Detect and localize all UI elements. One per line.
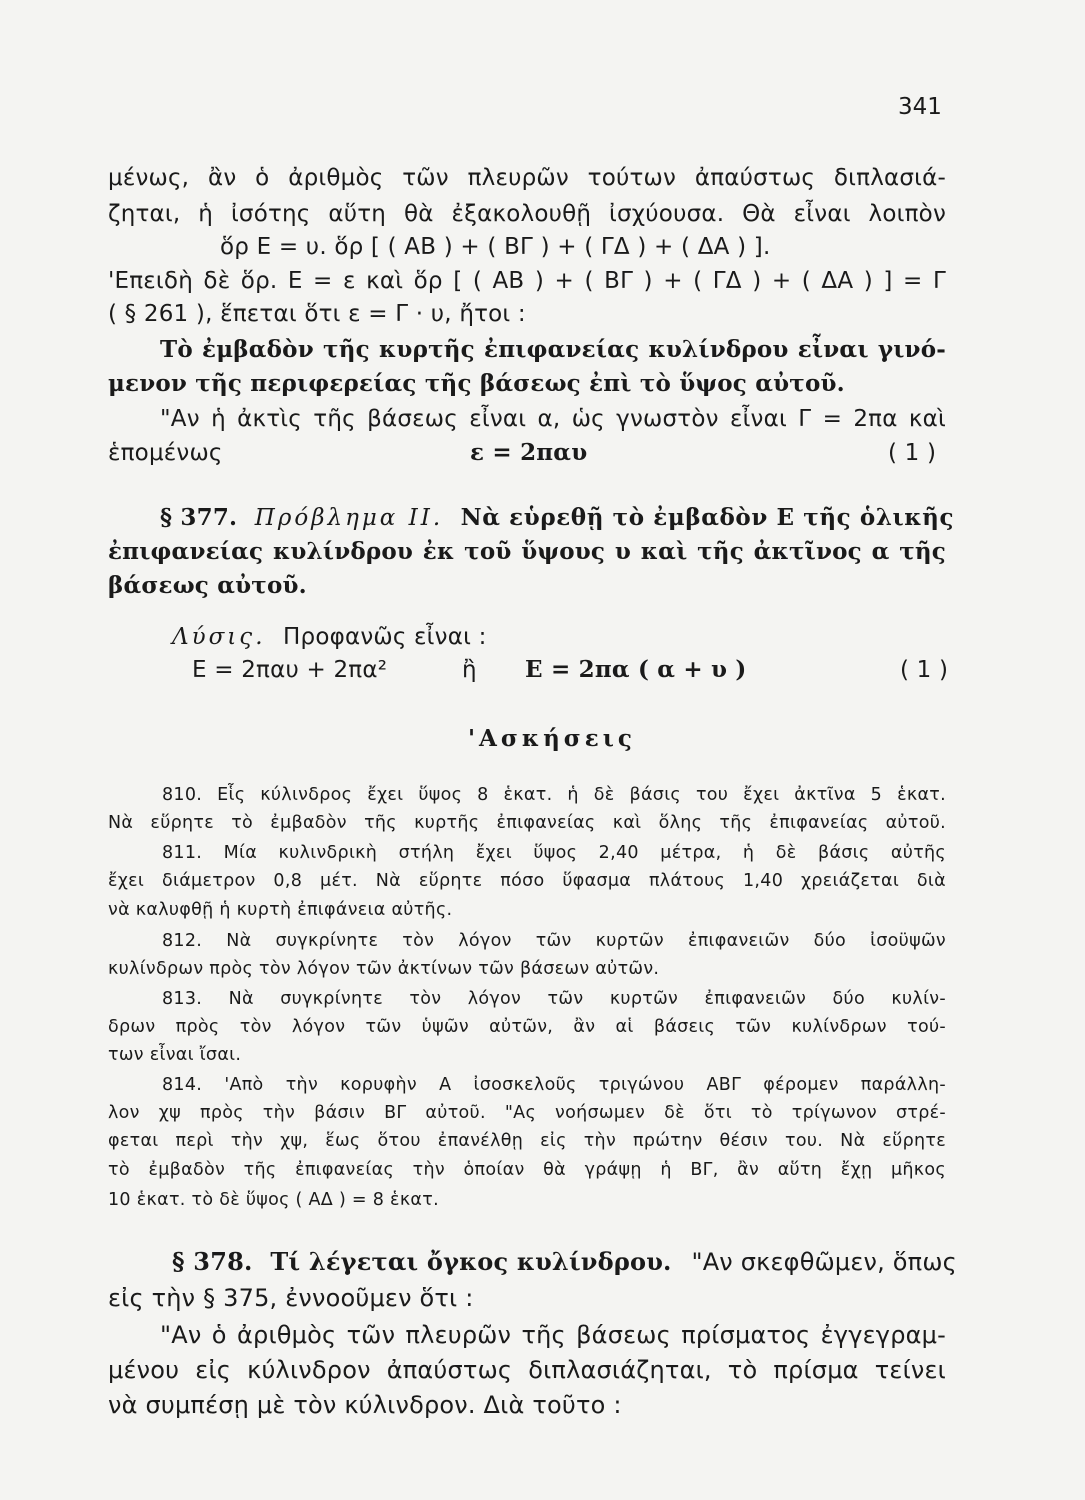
solution-label: Λύσις.	[172, 624, 266, 650]
exercise-line: 814. 'Απὸ τὴν κορυφὴν Α ἰσοσκελοῦς τριγώνου ΑΒΓ φέρομεν παράλλη-	[162, 1075, 946, 1095]
exercise-line: τὸ ἐμβαδὸν τῆς ἐπιφανείας τὴν ὁποίαν θὰ γράψῃ ἡ ΒΓ, ἂν αὕτη ἔχῃ μῆκος	[108, 1160, 946, 1180]
exercise-line: ἔχει διάμετρον 0,8 μέτ. Νὰ εὕρητε πόσο ὕφασμα πλάτους 1,40 χρειάζεται διὰ	[108, 871, 946, 891]
solution-text: Προφανῶς εἶναι :	[283, 624, 487, 650]
exercise-line: λον χψ πρὸς τὴν βάσιν ΒΓ αὐτοῦ. "Ας νοήσωμεν δὲ ὅτι τὸ τρίγωνον στρέ-	[108, 1103, 946, 1123]
theorem-line: Τὸ ἐμβαδὸν τῆς κυρτῆς ἐπιφανείας κυλίνδρου εἶναι γινό-	[160, 336, 946, 363]
exercise-line: 811. Μία κυλινδρικὴ στήλη ἔχει ὕψος 2,40 μέτρα, ἡ δὲ βάσις αὐτῆς	[162, 843, 946, 863]
formula-line: ὅρ Ε = υ. ὅρ [ ( ΑΒ ) + ( ΒΓ ) + ( ΓΔ ) + ( ΔΑ ) ].	[220, 234, 771, 260]
page-number: 341	[898, 94, 942, 120]
section-377-heading	[160, 503, 954, 533]
text-line: εἰς τὴν § 375, ἐννοοῦμεν ὅτι :	[108, 1284, 474, 1312]
equation-number: ( 1 )	[888, 440, 937, 466]
section-title: Τί λέγεται ὄγκος κυλίνδρου.	[270, 1247, 672, 1276]
text-line: μένως, ἂν ὁ ἀριθμὸς τῶν πλευρῶν τούτων ἀπαύστως διπλασιά-	[108, 165, 946, 191]
exercise-line: 810. Εἷς κύλινδρος ἔχει ὕψος 8 ἑκατ. ἡ δὲ βάσις του ἔχει ἀκτῖνα 5 ἑκατ.	[162, 785, 946, 805]
exercise-line: φεται περὶ τὴν χψ, ἕως ὅτου ἐπανέλθῃ εἰς τὴν πρώτην θέσιν του. Νὰ εὕρητε	[108, 1131, 946, 1151]
text-line: "Αν ὁ ἀριθμὸς τῶν πλευρῶν τῆς βάσεως πρίσματος ἐγγεγραμ-	[160, 1321, 946, 1349]
theorem-line: μενον τῆς περιφερείας τῆς βάσεως ἐπὶ τὸ ὕψος αὐτοῦ.	[108, 370, 845, 397]
text-line: νὰ συμπέσῃ μὲ τὸν κύλινδρον. Διὰ τοῦτο :	[108, 1391, 622, 1419]
section-number: § 378.	[172, 1247, 253, 1276]
exercise-line: 813. Νὰ συγκρίνητε τὸν λόγον τῶν κυρτῶν ἐπιφανειῶν δύο κυλίν-	[162, 989, 946, 1009]
text-line: ( § 261 ), ἕπεται ὅτι ε = Γ · υ, ἤτοι :	[108, 301, 526, 327]
exercise-line: Νὰ εὕρητε τὸ ἐμβαδὸν τῆς κυρτῆς ἐπιφανείας καὶ ὅλης τῆς ἐπιφανείας αὐτοῦ.	[108, 813, 946, 833]
problem-statement: Νὰ εὑρεθῇ τὸ ἐμβαδὸν Ε τῆς ὁλικῆς	[460, 504, 955, 531]
section-378-heading	[172, 1247, 957, 1277]
text-line: ἑπομένως	[108, 440, 223, 466]
problem-statement-line: βάσεως αὐτοῦ.	[108, 572, 307, 599]
text-line: μένου εἰς κύλινδρον ἀπαύστως διπλασιάζηται, τὸ πρίσμα τείνει	[108, 1356, 946, 1384]
exercise-line: των εἶναι ἴσαι.	[108, 1045, 242, 1065]
text-line: "Αν ἡ ἀκτὶς τῆς βάσεως εἶναι α, ὡς γνωστὸν εἶναι Γ = 2πα καὶ	[160, 406, 946, 432]
formula: Ε = 2παυ + 2πα²	[192, 657, 388, 683]
exercise-line: 10 ἑκατ. τὸ δὲ ὕψος ( ΑΔ ) = 8 ἑκατ.	[108, 1190, 439, 1210]
problem-label: Πρόβλημα ΙΙ.	[254, 505, 444, 531]
exercise-line: δρων πρὸς τὸν λόγον τῶν ὑψῶν αὐτῶν, ἂν αἱ βάσεις τῶν κυλίνδρων τού-	[108, 1017, 946, 1037]
exercises-heading: 'Ασκήσεις	[468, 725, 636, 752]
exercise-line: 812. Νὰ συγκρίνητε τὸν λόγον τῶν κυρτῶν ἐπιφανειῶν δύο ἰσοϋψῶν	[162, 931, 946, 951]
problem-statement-line: ἐπιφανείας κυλίνδρου ἐκ τοῦ ὕψους υ καὶ τῆς ἀκτῖνος α τῆς	[108, 538, 946, 565]
section-number: § 377.	[160, 504, 238, 531]
equation-number: ( 1 )	[900, 657, 949, 683]
section-text: "Αν σκεφθῶμεν, ὅπως	[691, 1248, 957, 1276]
solution-line	[172, 622, 487, 652]
exercise-line: κυλίνδρων πρὸς τὸν λόγον τῶν ἀκτίνων τῶν βάσεων αὐτῶν.	[108, 959, 660, 979]
formula: ε = 2παυ	[470, 439, 588, 466]
exercise-line: νὰ καλυφθῇ ἡ κυρτὴ ἐπιφάνεια αὐτῆς.	[108, 900, 453, 920]
text-line: ζηται, ἡ ἰσότης αὕτη θὰ ἐξακολουθῇ ἰσχύουσα. Θὰ εἶναι λοιπὸν	[108, 201, 946, 227]
text-line: 'Επειδὴ δὲ ὅρ. Ε = ε καὶ ὅρ [ ( ΑΒ ) + ( ΒΓ ) + ( ΓΔ ) + ( ΔΑ ) ] = Γ	[108, 268, 946, 294]
formula: Ε = 2πα ( α + υ )	[525, 656, 747, 683]
or-word: ἢ	[462, 657, 477, 683]
